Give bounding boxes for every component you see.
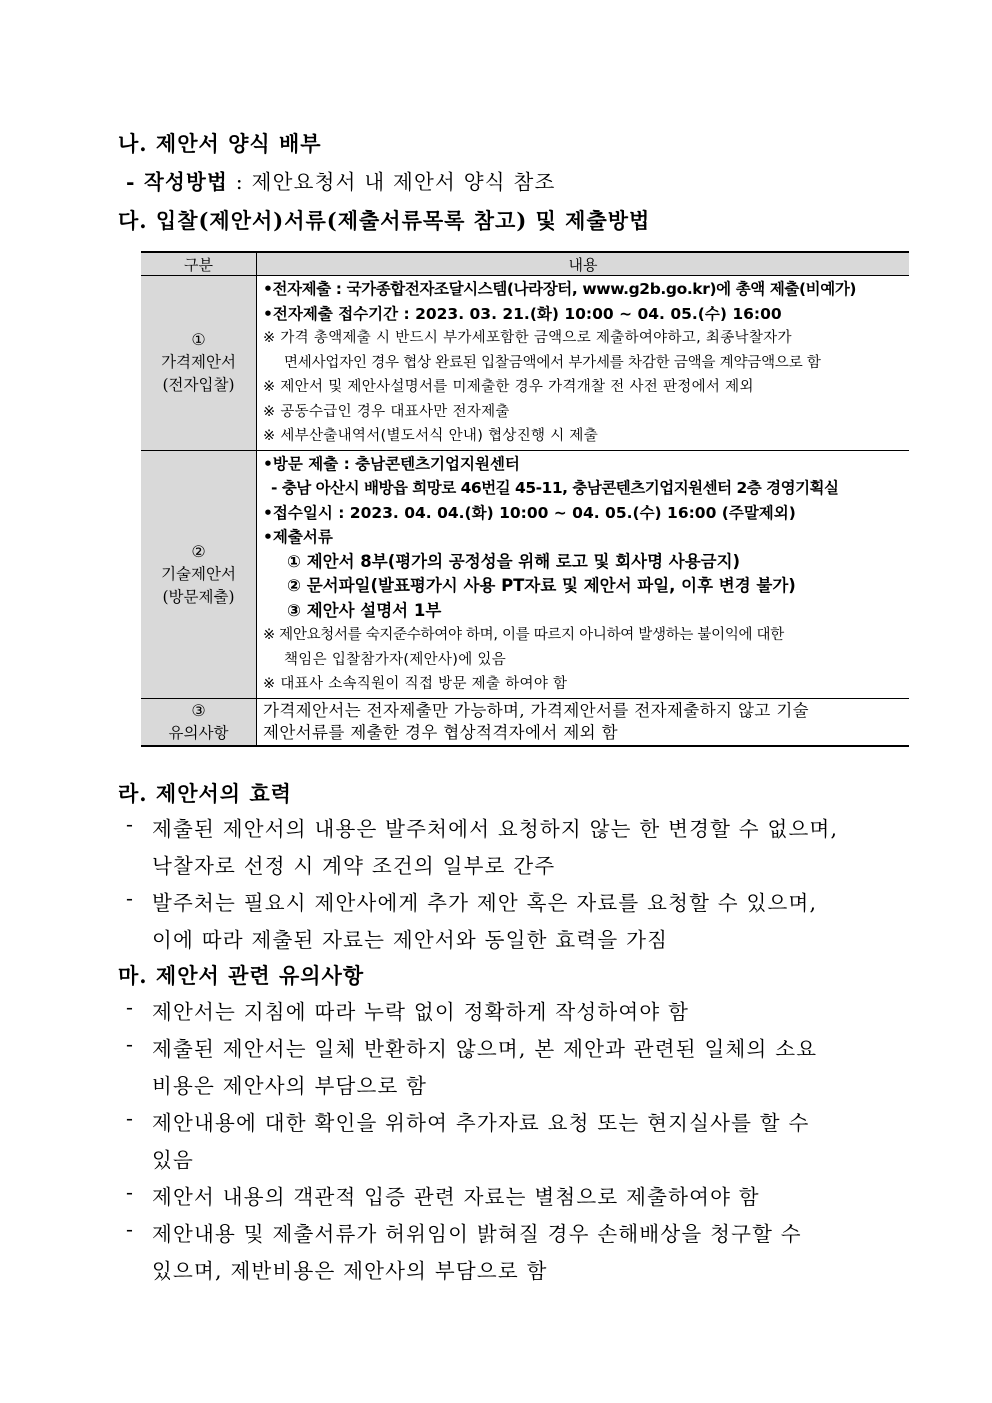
content-line: ※ 제안요청서를 숙지준수하여야 하며, 이를 따르지 아니하여 발생하는 불이익에 대한 (263, 627, 784, 643)
content-line: ② 문서파일(발표평가시 사용 PT자료 및 제안서 파일, 이후 변경 불가) (287, 576, 796, 595)
content-line: •전자제출 접수기간 : 2023. 03. 21.(화) 10:00 ~ 04. 05.(수) 16:00 (263, 304, 782, 323)
list-item: 제안서 내용의 객관적 입증 관련 자료는 별첨으로 제출하여야 함 (152, 1185, 760, 1209)
list-dash: - (126, 812, 133, 836)
content-line: •전자제출 : 국가종합전자조달시스템(나라장터, www.g2b.go.kr)에 총액 제출(비예가) (263, 280, 857, 298)
content-line: ※ 세부산출내역서(별도서식 안내) 협상진행 시 제출 (263, 428, 599, 444)
content-line: •접수일시 : 2023. 04. 04.(화) 10:00 ~ 04. 05.(수) 16:00 (주말제외) (263, 503, 796, 522)
row-subtitle: (전자입찰) (162, 376, 235, 395)
section-na-item-text: : 제안요청서 내 제안서 양식 참조 (228, 170, 556, 194)
row-number: ② (191, 541, 206, 561)
section-na-heading: 나. 제안서 양식 배부 (118, 131, 322, 156)
content-cell (257, 276, 910, 451)
row-title: 유의사항 (168, 723, 229, 742)
list-dash: - (126, 1032, 133, 1056)
content-line: 제안서류를 제출한 경우 협상적격자에서 제외 함 (263, 722, 619, 742)
category-cell (141, 450, 257, 698)
section-ma-heading: 마. 제안서 관련 유의사항 (118, 963, 365, 988)
section-na-item (126, 165, 556, 195)
list-dash: - (126, 1106, 133, 1130)
row-number: ③ (191, 700, 206, 720)
table-row-price (141, 276, 909, 451)
content-line: •제출서류 (263, 528, 333, 546)
header-category: 구분 (141, 252, 257, 276)
header-content: 내용 (257, 252, 910, 276)
section-ra-heading: 라. 제안서의 효력 (118, 781, 292, 806)
list-item-continued: 비용은 제안사의 부담으로 함 (152, 1074, 428, 1098)
list-item: 제안내용에 대한 확인을 위하여 추가자료 요청 또는 현지실사를 할 수 (152, 1111, 810, 1135)
category-cell (141, 698, 257, 746)
list-item: 제출된 제안서의 내용은 발주처에서 요청하지 않는 한 변경할 수 없으며, (152, 817, 839, 841)
list-item-continued: 있음 (152, 1148, 195, 1172)
list-item: 제안서는 지침에 따라 누락 없이 정확하게 작성하여야 함 (152, 1000, 690, 1024)
content-line: 책임은 입찰참가자(제안사)에 있음 (284, 651, 507, 668)
list-dash: - (126, 995, 133, 1019)
list-item-continued: 낙찰자로 선정 시 계약 조건의 일부로 간주 (152, 854, 556, 878)
list-item-continued: 이에 따라 제출된 자료는 제안서와 동일한 효력을 가짐 (152, 928, 669, 952)
row-number: ① (191, 330, 206, 350)
content-line: ※ 공동수급인 경우 대표사만 전자제출 (263, 403, 510, 420)
section-na-item-label: - 작성방법 (126, 170, 229, 194)
list-item-continued: 있으며, 제반비용은 제안사의 부담으로 함 (152, 1259, 548, 1283)
row-subtitle: (방문제출) (162, 587, 235, 606)
section-da-heading: 다. 입찰(제안서)서류(제출서류목록 참고) 및 제출방법 (118, 208, 651, 233)
content-line: ※ 가격 총액제출 시 반드시 부가세포함한 금액으로 제출하여야하고, 최종낙찰자가 (263, 330, 792, 346)
content-cell (257, 450, 910, 698)
table-row-notes (141, 698, 909, 746)
content-line: 면세사업자인 경우 협상 완료된 입찰금액에서 부가세를 차감한 금액을 계약금액으로 함 (284, 354, 821, 371)
row-title: 기술제안서 (161, 564, 236, 583)
list-dash: - (126, 1217, 133, 1241)
content-line: ※ 대표사 소속직원이 직접 방문 제출 하여야 함 (263, 676, 568, 692)
table-header-row (141, 252, 909, 276)
content-line: •방문 제출 : 충남콘텐츠기업지원센터 (263, 454, 520, 473)
list-item: 발주처는 필요시 제안사에게 추가 제안 혹은 자료를 요청할 수 있으며, (152, 891, 818, 915)
content-line: 가격제안서는 전자제출만 가능하며, 가격제안서를 전자제출하지 않고 기술 (263, 700, 810, 720)
row-title: 가격제안서 (161, 353, 236, 372)
submission-table (141, 251, 909, 747)
content-line: ③ 제안사 설명서 1부 (287, 600, 442, 620)
content-line: ① 제안서 8부(평가의 공정성을 위해 로고 및 회사명 사용금지) (287, 551, 741, 571)
category-cell (141, 276, 257, 451)
content-line: ※ 제안서 및 제안사설명서를 미제출한 경우 가격개찰 전 사전 판정에서 제외 (263, 379, 754, 395)
content-line: - 충남 아산시 배방읍 희망로 46번길 45-11, 충남콘텐츠기업지원센터 2층 경영기획실 (271, 479, 839, 497)
list-item: 제출된 제안서는 일체 반환하지 않으며, 본 제안과 관련된 일체의 소요 (152, 1037, 818, 1061)
content-cell (257, 698, 910, 746)
list-item: 제안내용 및 제출서류가 허위임이 밝혀질 경우 손해배상을 청구할 수 (152, 1222, 802, 1246)
list-dash: - (126, 1180, 133, 1204)
table-row-technical (141, 450, 909, 698)
list-dash: - (126, 886, 133, 910)
